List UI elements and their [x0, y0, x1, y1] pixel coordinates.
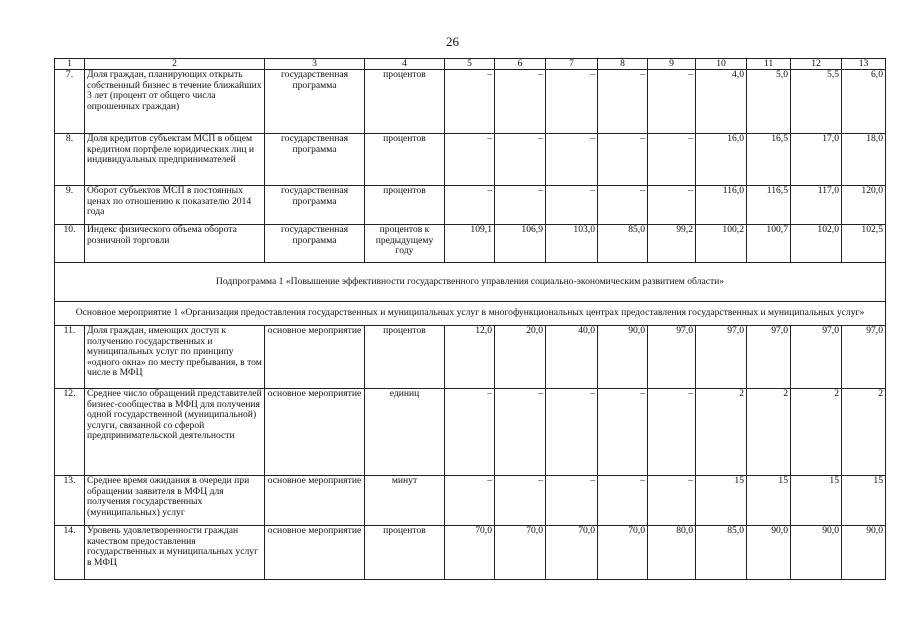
table-row	[55, 389, 886, 476]
program-type: основное мероприятие	[265, 326, 365, 389]
value-cell: –	[598, 389, 648, 476]
col-header: 6	[495, 59, 546, 70]
value-cell: 2	[842, 389, 886, 476]
value-cell: 102,0	[791, 225, 842, 263]
value-cell: –	[598, 134, 648, 186]
value-cell: 109,1	[445, 225, 495, 263]
value-cell: –	[445, 186, 495, 225]
program-type: основное мероприятие	[265, 389, 365, 476]
row-number: 10.	[55, 225, 85, 263]
value-cell: 117,0	[791, 186, 842, 225]
value-cell: 85,0	[696, 526, 747, 580]
value-cell: –	[495, 389, 546, 476]
value-cell: 99,2	[648, 225, 696, 263]
row-number: 13.	[55, 476, 85, 526]
indicator-name: Индекс физического объема оборота розничной торговли	[85, 225, 265, 263]
value-cell: 106,9	[495, 225, 546, 263]
program-type: государственная программа	[265, 70, 365, 134]
value-cell: 90,0	[791, 526, 842, 580]
value-cell: 97,0	[648, 326, 696, 389]
value-cell: 5,0	[747, 70, 791, 134]
value-cell: 100,2	[696, 225, 747, 263]
value-cell: 6,0	[842, 70, 886, 134]
value-cell: –	[495, 70, 546, 134]
value-cell: 97,0	[842, 326, 886, 389]
row-number: 8.	[55, 134, 85, 186]
value-cell: 16,0	[696, 134, 747, 186]
indicator-name: Доля граждан, планирующих открыть собственный бизнес в течение ближайших 3 лет (процент от общего числа опрошенных граждан)	[85, 70, 265, 134]
unit: процентов	[365, 70, 445, 134]
value-cell: 40,0	[546, 326, 598, 389]
value-cell: 85,0	[598, 225, 648, 263]
value-cell: –	[546, 186, 598, 225]
unit: минут	[365, 476, 445, 526]
value-cell: –	[546, 70, 598, 134]
value-cell: 2	[791, 389, 842, 476]
value-cell: 90,0	[842, 526, 886, 580]
value-cell: –	[648, 476, 696, 526]
value-cell: 103,0	[546, 225, 598, 263]
row-number: 7.	[55, 70, 85, 134]
indicator-name: Доля кредитов субъектам МСП в общем кредитном портфеле юридических лиц и индивидуальных предпринимателей	[85, 134, 265, 186]
value-cell: 70,0	[445, 526, 495, 580]
indicator-name: Среднее время ожидания в очереди при обращении заявителя в МФЦ для получения государственных (муниципальных) услуг	[85, 476, 265, 526]
value-cell: –	[445, 476, 495, 526]
indicator-name: Доля граждан, имеющих доступ к получению государственных и муниципальных услуг по принципу «одного окна» по месту пребывания, в том числе в МФЦ	[85, 326, 265, 389]
value-cell: –	[546, 389, 598, 476]
col-header: 8	[598, 59, 648, 70]
row-number: 14.	[55, 526, 85, 580]
value-cell: –	[598, 476, 648, 526]
value-cell: –	[445, 70, 495, 134]
value-cell: 4,0	[696, 70, 747, 134]
row-number: 11.	[55, 326, 85, 389]
value-cell: 70,0	[546, 526, 598, 580]
value-cell: –	[648, 70, 696, 134]
value-cell: 97,0	[747, 326, 791, 389]
col-header: 13	[842, 59, 886, 70]
col-header: 1	[55, 59, 85, 70]
value-cell: –	[648, 134, 696, 186]
value-cell: –	[495, 476, 546, 526]
value-cell: 90,0	[747, 526, 791, 580]
table-row	[55, 70, 886, 134]
col-header: 9	[648, 59, 696, 70]
table-row	[55, 326, 886, 389]
value-cell: –	[445, 389, 495, 476]
value-cell: 80,0	[648, 526, 696, 580]
value-cell: 12,0	[445, 326, 495, 389]
value-cell: –	[445, 134, 495, 186]
col-header: 5	[445, 59, 495, 70]
program-type: государственная программа	[265, 134, 365, 186]
value-cell: 2	[696, 389, 747, 476]
header-row	[55, 59, 886, 70]
col-header: 4	[365, 59, 445, 70]
value-cell: –	[598, 70, 648, 134]
col-header: 7	[546, 59, 598, 70]
indicator-name: Уровень удовлетворенности граждан качеством предоставления государственных и муниципальных услуг в МФЦ	[85, 526, 265, 580]
indicator-name: Оборот субъектов МСП в постоянных ценах по отношению к показателю 2014 года	[85, 186, 265, 225]
col-header: 10	[696, 59, 747, 70]
value-cell: 116,5	[747, 186, 791, 225]
value-cell: –	[648, 186, 696, 225]
value-cell: –	[598, 186, 648, 225]
col-header: 11	[747, 59, 791, 70]
value-cell: 15	[747, 476, 791, 526]
value-cell: 20,0	[495, 326, 546, 389]
value-cell: –	[546, 476, 598, 526]
value-cell: 17,0	[791, 134, 842, 186]
unit: процентов	[365, 186, 445, 225]
unit: единиц	[365, 389, 445, 476]
row-number: 12.	[55, 389, 85, 476]
col-header: 3	[265, 59, 365, 70]
value-cell: 15	[842, 476, 886, 526]
unit: процентов	[365, 134, 445, 186]
value-cell: 102,5	[842, 225, 886, 263]
table-row	[55, 526, 886, 580]
value-cell: 5,5	[791, 70, 842, 134]
unit: процентов	[365, 326, 445, 389]
value-cell: 120,0	[842, 186, 886, 225]
value-cell: 97,0	[696, 326, 747, 389]
row-number: 9.	[55, 186, 85, 225]
program-type: государственная программа	[265, 225, 365, 263]
value-cell: 2	[747, 389, 791, 476]
subprogram-title: Подпрограмма 1 «Повышение эффективности государственного управления социально-экономическим развитием области»	[55, 263, 886, 302]
unit: процентов к предыдущему году	[365, 225, 445, 263]
program-type: основное мероприятие	[265, 476, 365, 526]
page-number: 26	[446, 34, 459, 49]
value-cell: –	[495, 134, 546, 186]
subprogram-row	[55, 263, 886, 302]
value-cell: 97,0	[791, 326, 842, 389]
value-cell: –	[648, 389, 696, 476]
value-cell: 70,0	[598, 526, 648, 580]
value-cell: –	[495, 186, 546, 225]
table-row	[55, 225, 886, 263]
program-type: государственная программа	[265, 186, 365, 225]
indicators-table	[54, 58, 886, 580]
col-header: 12	[791, 59, 842, 70]
col-header: 2	[85, 59, 265, 70]
value-cell: –	[546, 134, 598, 186]
main-event-title: Основное мероприятие 1 «Организация предоставления государственных и муниципальных услуг в многофункциональных центрах предоставления государственных и муниципальных услуг»	[55, 302, 886, 326]
value-cell: 100,7	[747, 225, 791, 263]
main-event-row	[55, 302, 886, 326]
table-row	[55, 186, 886, 225]
value-cell: 15	[696, 476, 747, 526]
table-row	[55, 476, 886, 526]
value-cell: 15	[791, 476, 842, 526]
value-cell: 90,0	[598, 326, 648, 389]
program-type: основное мероприятие	[265, 526, 365, 580]
value-cell: 70,0	[495, 526, 546, 580]
table-row	[55, 134, 886, 186]
value-cell: 18,0	[842, 134, 886, 186]
unit: процентов	[365, 526, 445, 580]
indicator-name: Среднее число обращений представителей бизнес-сообщества в МФЦ для получения одной государственной (муниципальной) услуги, связанной со сферой предпринимательской деятельности	[85, 389, 265, 476]
value-cell: 116,0	[696, 186, 747, 225]
value-cell: 16,5	[747, 134, 791, 186]
